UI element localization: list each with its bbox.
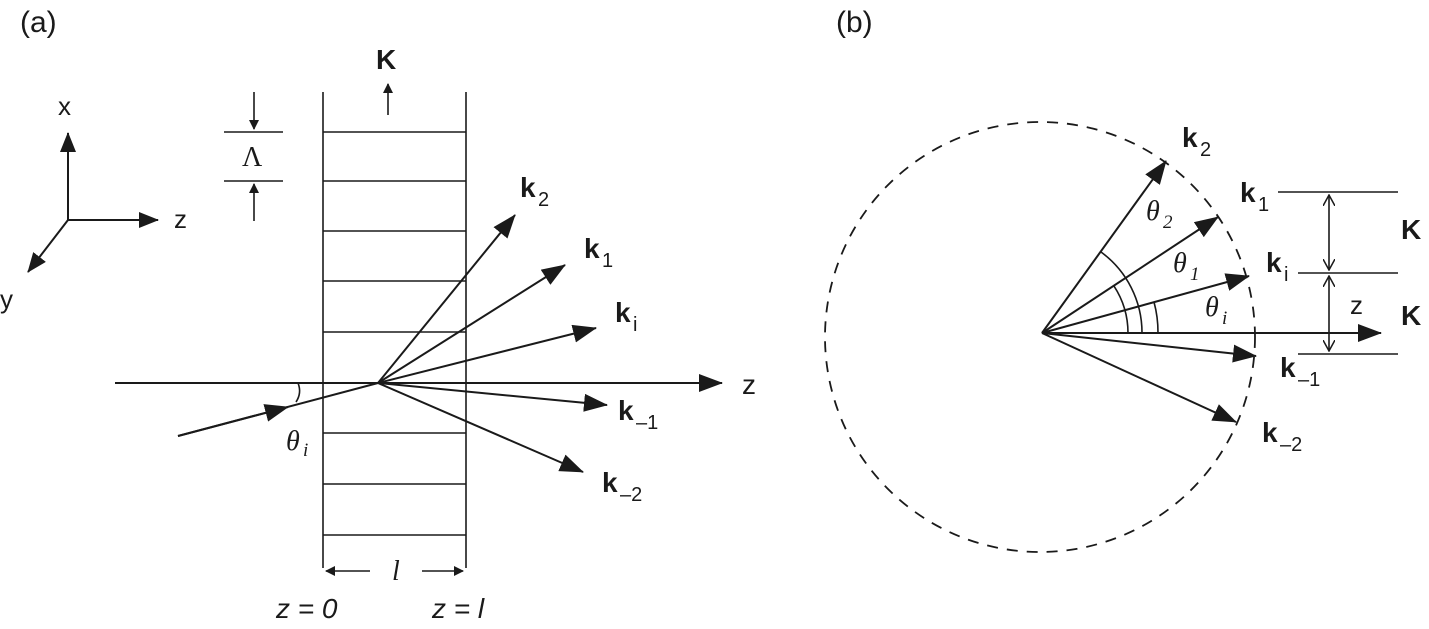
wave-k1-sub: 1 <box>602 250 614 272</box>
grating-vector-label: K <box>376 44 397 75</box>
wave-ki-sub: i <box>633 314 638 336</box>
b-wave-k-1-label: k <box>1280 352 1296 383</box>
y-axis-arrow <box>28 220 68 272</box>
angle-theta2: θ <box>1146 196 1160 227</box>
b-wave-ki-label: k <box>1266 247 1282 278</box>
angle-thetai: θ <box>1205 292 1219 323</box>
boundary-right-label: z = l <box>432 593 485 624</box>
b-wave-k-2-arrow <box>1042 333 1236 422</box>
wave-k2-label: k <box>520 172 536 203</box>
panel-b-label: (b) <box>836 6 873 39</box>
wavevector-circle <box>825 122 1255 552</box>
lower-K-label: K <box>1401 300 1422 331</box>
incident-ray-arrow <box>178 407 288 436</box>
angle-theta1-sub: 1 <box>1190 264 1200 285</box>
b-wave-k-2-sub: –2 <box>1280 434 1303 456</box>
period-symbol: Λ <box>242 142 263 173</box>
wave-k-1-arrow <box>378 383 607 405</box>
angle-theta1: θ <box>1173 248 1187 279</box>
b-wave-k-1-arrow <box>1042 333 1256 356</box>
incident-angle-sub: i <box>303 440 309 461</box>
grating-slab <box>323 92 466 568</box>
incident-angle-theta: θ <box>286 426 300 457</box>
b-z-label: z <box>1350 290 1363 320</box>
boundary-left-label: z = 0 <box>276 593 338 624</box>
b-wave-k-1-sub: –1 <box>1298 369 1321 391</box>
z-axis-main-label: z <box>742 369 756 400</box>
panel-a <box>0 6 756 624</box>
angle-theta2-sub: 2 <box>1163 212 1173 233</box>
wave-k-2-sub: –2 <box>620 484 643 506</box>
period-indicator <box>224 92 283 221</box>
panel-b <box>825 6 1421 552</box>
wave-k-1-label: k <box>618 395 634 426</box>
b-wave-k2-sub: 2 <box>1200 139 1212 161</box>
upper-K-label: K <box>1401 214 1422 245</box>
axis-y-label: y <box>0 284 13 314</box>
wave-k-1-sub: –1 <box>636 412 659 434</box>
wave-k2-arrow <box>378 215 515 383</box>
b-wave-k2-label: k <box>1182 122 1198 153</box>
angle-arc-thetai <box>1154 302 1158 333</box>
panel-a-label: (a) <box>20 6 57 39</box>
b-wave-k2-arrow <box>1042 161 1166 333</box>
wave-ki-label: k <box>615 297 631 328</box>
axis-x-label: x <box>58 91 71 121</box>
wave-k1-label: k <box>584 233 600 264</box>
angle-thetai-sub: i <box>1222 308 1228 329</box>
thickness-symbol: l <box>392 556 400 587</box>
b-wave-ki-sub: i <box>1284 264 1289 286</box>
b-wave-k1-sub: 1 <box>1258 194 1270 216</box>
incident-angle-arc <box>296 383 300 402</box>
wave-k-2-arrow <box>378 383 583 472</box>
b-wave-k-2-label: k <box>1262 417 1278 448</box>
axis-z-label: z <box>174 204 187 234</box>
angle-arc-theta2 <box>1101 252 1142 333</box>
wave-ki-arrow <box>378 328 596 383</box>
coordinate-axes <box>0 91 187 314</box>
b-wave-k1-label: k <box>1240 177 1256 208</box>
wave-k2-sub: 2 <box>538 189 550 211</box>
wave-k1-arrow <box>378 265 565 383</box>
wave-k-2-label: k <box>602 467 618 498</box>
grating-vector-spacing <box>1278 192 1398 354</box>
